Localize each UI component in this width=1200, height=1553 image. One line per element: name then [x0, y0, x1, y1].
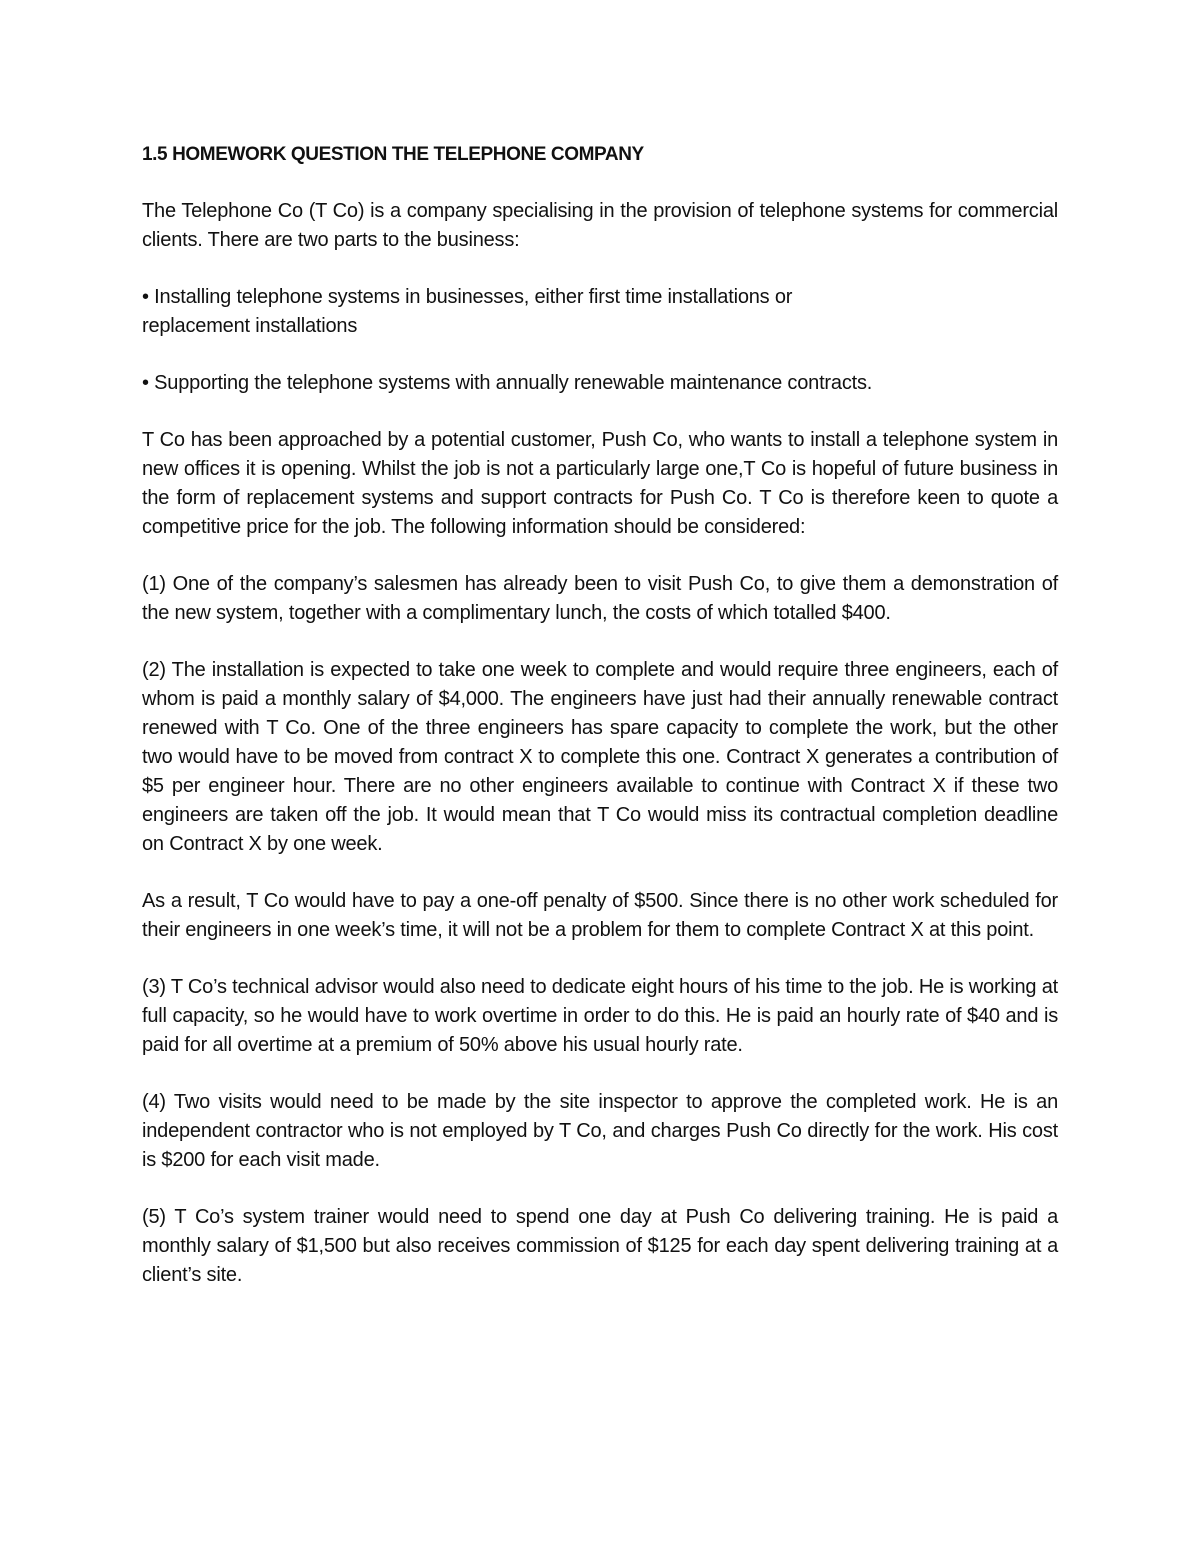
document-page: [142, 140, 1058, 1318]
document-title: 1.5 HOMEWORK QUESTION THE TELEPHONE COMPANY: [142, 144, 644, 165]
penalty-paragraph: As a result, T Co would have to pay a one-off penalty of $500. Since there is no other work scheduled for their engineers in one week’s time, it will not be a problem for them to complete Contract X at this point.: [142, 890, 1058, 941]
item-2-paragraph: (2) The installation is expected to take one week to complete and would require three engineers, each of whom is paid a monthly salary of $4,000. The engineers have just had their annually renewable contract renewed with T Co. One of the three engineers has spare capacity to complete the work, but the other two would have to be moved from contract X to complete this one. Contract X generates a contribution of $5 per engineer hour. There are no other engineers available to continue with Contract X if these two engineers are taken off the job. It would mean that T Co would miss its contractual completion deadline on Contract X by one week.: [142, 659, 1058, 855]
item-5-paragraph: (5) T Co’s system trainer would need to spend one day at Push Co delivering training. He is paid a monthly salary of $1,500 but also receives commission of $125 for each day spent delivering training at a client’s site.: [142, 1206, 1058, 1286]
scenario-paragraph: T Co has been approached by a potential customer, Push Co, who wants to install a telephone system in new offices it is opening. Whilst the job is not a particularly large one,T Co is hopeful of future business in the form of replacement systems and support contracts for Push Co. T Co is therefore keen to quote a competitive price for the job. The following information should be considered:: [142, 429, 1058, 538]
bullet-supporting: • Supporting the telephone systems with annually renewable maintenance contracts.: [142, 372, 873, 394]
item-1-paragraph: (1) One of the company’s salesmen has already been to visit Push Co, to give them a demonstration of the new system, together with a complimentary lunch, the costs of which totalled $400.: [142, 573, 1058, 624]
item-3-paragraph: (3) T Co’s technical advisor would also need to dedicate eight hours of his time to the job. He is working at full capacity, so he would have to work overtime in order to do this. He is paid an hourly rate of $40 and is paid for all overtime at a premium of 50% above his usual hourly rate.: [142, 976, 1058, 1056]
bullet-installing: • Installing telephone systems in businesses, either first time installations or: [142, 286, 793, 308]
intro-paragraph: The Telephone Co (T Co) is a company specialising in the provision of telephone systems for commercial clients. There are two parts to the business:: [142, 200, 1058, 251]
bullet-installing-continued: replacement installations: [142, 315, 358, 337]
item-4-paragraph: (4) Two visits would need to be made by the site inspector to approve the completed work. He is an independent contractor who is not employed by T Co, and charges Push Co directly for the work. His cost is $200 for each visit made.: [142, 1091, 1058, 1171]
